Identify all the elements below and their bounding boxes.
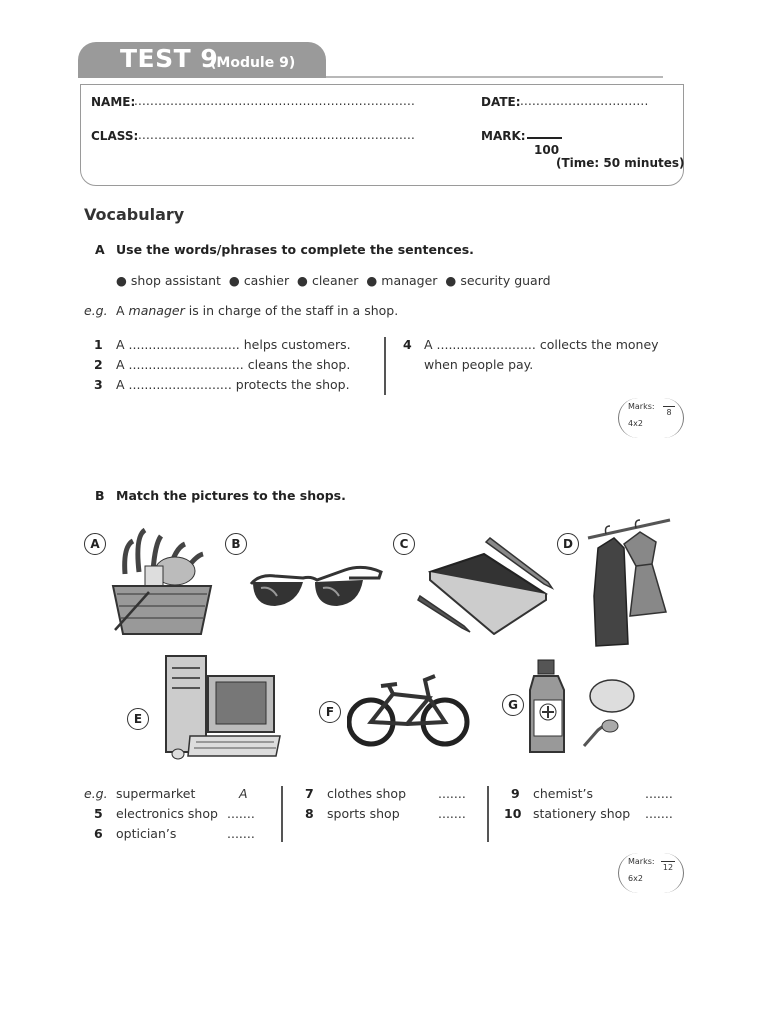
example-answer: A bbox=[239, 786, 248, 801]
picture-label-g: G bbox=[502, 694, 524, 716]
section-title: Vocabulary bbox=[84, 205, 185, 224]
answer-blank[interactable]: ....... bbox=[645, 806, 673, 821]
module-label: (Module 9) bbox=[210, 55, 296, 71]
sentence-item[interactable]: A .......................... protects the shop. bbox=[116, 377, 350, 392]
word-bank-item: security guard bbox=[460, 273, 551, 288]
example-article: A bbox=[116, 303, 125, 318]
class-field[interactable]: ...................................................................... bbox=[134, 128, 416, 142]
item-number: 1 bbox=[94, 337, 103, 352]
answer-blank[interactable]: ....... bbox=[438, 806, 466, 821]
mark-total: 100 bbox=[534, 143, 560, 157]
example-answer: manager bbox=[128, 303, 185, 318]
sentence-item[interactable]: A ............................ helps customers. bbox=[116, 337, 351, 352]
name-label: NAME: bbox=[91, 95, 136, 109]
answer-blank[interactable]: ....... bbox=[438, 786, 466, 801]
part-a-letter: A bbox=[95, 242, 105, 257]
marks-label: Marks: bbox=[628, 402, 655, 411]
word-bank-item: shop assistant bbox=[130, 273, 221, 288]
bullet-icon: ● bbox=[228, 273, 240, 288]
computer-icon bbox=[160, 652, 285, 764]
word-bank bbox=[116, 273, 551, 288]
picture-label-f: F bbox=[319, 701, 341, 723]
marks-box-a bbox=[618, 398, 684, 438]
bullet-icon: ● bbox=[445, 273, 457, 288]
marks-box-b bbox=[618, 853, 684, 893]
marks-total: 12 bbox=[662, 863, 674, 872]
column-divider bbox=[384, 337, 386, 395]
mark-label: MARK: bbox=[481, 129, 526, 143]
sentence-item[interactable]: A ............................. cleans the shop. bbox=[116, 357, 351, 372]
picture-label-b: B bbox=[225, 533, 247, 555]
item-number: 9 bbox=[511, 786, 520, 801]
item-number: 6 bbox=[94, 826, 103, 841]
marks-total: 8 bbox=[663, 406, 675, 417]
marks-calc: 4x2 bbox=[628, 419, 643, 428]
test-title: TEST 9 bbox=[120, 44, 219, 73]
marks-calc: 6x2 bbox=[628, 874, 643, 883]
name-field[interactable]: ...................................................................... bbox=[134, 94, 416, 108]
shop-name: optician’s bbox=[116, 826, 177, 841]
word-bank-item: cleaner bbox=[311, 273, 359, 288]
clothes-icon bbox=[584, 516, 674, 648]
example-prefix: e.g. bbox=[84, 786, 108, 801]
bullet-icon: ● bbox=[297, 273, 308, 288]
item-number: 3 bbox=[94, 377, 103, 392]
groceries-basket-icon bbox=[105, 526, 220, 638]
part-a-instruction: Use the words/phrases to complete the sentences. bbox=[116, 242, 474, 257]
answer-blank[interactable]: ....... bbox=[645, 786, 673, 801]
item-number: 10 bbox=[504, 806, 522, 821]
shop-name: sports shop bbox=[327, 806, 400, 821]
answer-blank[interactable]: ....... bbox=[227, 806, 255, 821]
sunglasses-icon bbox=[245, 560, 385, 612]
sentence-item[interactable]: A ......................... collects the money bbox=[424, 337, 659, 352]
time-limit: (Time: 50 minutes) bbox=[556, 156, 685, 170]
header-rule bbox=[326, 76, 663, 78]
picture-label-e: E bbox=[127, 708, 149, 730]
shop-name: chemist’s bbox=[533, 786, 594, 801]
mark-line bbox=[527, 137, 562, 139]
bullet-icon: ● bbox=[116, 273, 127, 288]
example-prefix: e.g. bbox=[84, 303, 108, 318]
sentence-item-continued: when people pay. bbox=[424, 357, 534, 372]
word-bank-item: cashier bbox=[243, 273, 290, 288]
date-label: DATE: bbox=[481, 95, 521, 109]
bicycle-icon bbox=[347, 670, 471, 750]
date-field[interactable]: ................................ bbox=[520, 94, 649, 108]
picture-label-a: A bbox=[84, 533, 106, 555]
class-label: CLASS: bbox=[91, 129, 139, 143]
column-divider bbox=[487, 786, 489, 842]
part-b-instruction: Match the pictures to the shops. bbox=[116, 488, 346, 503]
shop-name: stationery shop bbox=[533, 806, 631, 821]
medicine-icon bbox=[526, 656, 636, 756]
column-divider bbox=[281, 786, 283, 842]
shop-name: electronics shop bbox=[116, 806, 218, 821]
example-sentence bbox=[116, 303, 398, 318]
bullet-icon: ● bbox=[366, 273, 378, 288]
picture-label-d: D bbox=[557, 533, 579, 555]
shop-name: clothes shop bbox=[327, 786, 407, 801]
example-rest: is in charge of the staff in a shop. bbox=[188, 303, 399, 318]
marks-label: Marks: bbox=[628, 857, 655, 866]
word-bank-item: manager bbox=[381, 273, 438, 288]
part-b-letter: B bbox=[95, 488, 105, 503]
item-number: 2 bbox=[94, 357, 103, 372]
item-number: 5 bbox=[94, 806, 103, 821]
picture-label-c: C bbox=[393, 533, 415, 555]
item-number: 7 bbox=[305, 786, 314, 801]
stationery-icon bbox=[416, 530, 556, 635]
item-number: 8 bbox=[305, 806, 314, 821]
example-shop: supermarket bbox=[116, 786, 196, 801]
answer-blank[interactable]: ....... bbox=[227, 826, 255, 841]
item-number: 4 bbox=[403, 337, 412, 352]
